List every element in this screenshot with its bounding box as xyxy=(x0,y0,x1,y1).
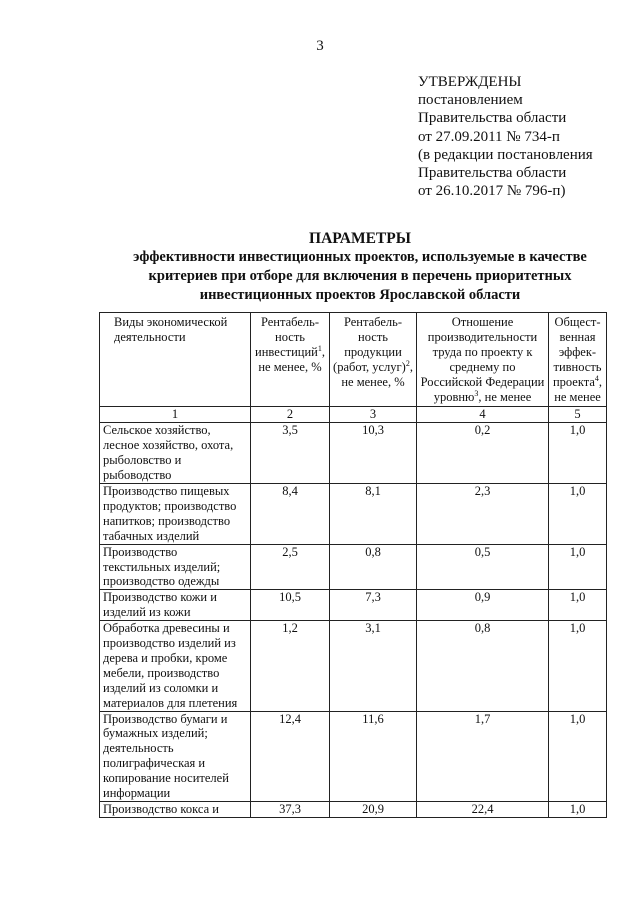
productivity-ratio-cell: 1,7 xyxy=(417,711,549,801)
approval-stamp xyxy=(418,73,593,200)
page-number: 3 xyxy=(316,38,324,54)
table-row xyxy=(100,711,607,801)
approval-line: Правительства области xyxy=(418,165,567,182)
social-efficiency-cell: 1,0 xyxy=(549,483,607,544)
investment-return-cell: 10,5 xyxy=(251,590,330,621)
column-number: 1 xyxy=(100,407,251,423)
table-header-row xyxy=(100,313,607,407)
activity-cell: Обработка древесины и производство изделий из дерева и пробки, кроме мебели, производство изделий из соломки и материалов для плетения xyxy=(100,621,251,711)
investment-return-cell: 8,4 xyxy=(251,483,330,544)
table-row xyxy=(100,621,607,711)
product-return-cell: 3,1 xyxy=(330,621,417,711)
table-row xyxy=(100,590,607,621)
approval-line: (в редакции постановления xyxy=(418,146,593,163)
title-main: ПАРАМЕТРЫ xyxy=(309,230,411,247)
table-row xyxy=(100,802,607,818)
header-product-return: Рентабель-ность продукции (работ, услуг)$^2$, не менее, % xyxy=(330,313,417,407)
product-return-cell: 20,9 xyxy=(330,802,417,818)
column-number: 5 xyxy=(549,407,607,423)
investment-return-cell: 12,4 xyxy=(251,711,330,801)
title-subtitle-line: эффективности инвестиционных проектов, используемые в качестве xyxy=(133,249,587,265)
social-efficiency-cell: 1,0 xyxy=(549,711,607,801)
table-row xyxy=(100,423,607,484)
table-row xyxy=(100,544,607,590)
social-efficiency-cell: 1,0 xyxy=(549,802,607,818)
activity-cell: Производство текстильных изделий; производство одежды xyxy=(100,544,251,590)
product-return-cell: 10,3 xyxy=(330,423,417,484)
productivity-ratio-cell: 0,5 xyxy=(417,544,549,590)
social-efficiency-cell: 1,0 xyxy=(549,590,607,621)
column-number-row xyxy=(100,407,607,423)
investment-return-cell: 3,5 xyxy=(251,423,330,484)
product-return-cell: 11,6 xyxy=(330,711,417,801)
investment-return-cell: 1,2 xyxy=(251,621,330,711)
productivity-ratio-cell: 0,8 xyxy=(417,621,549,711)
productivity-ratio-cell: 22,4 xyxy=(417,802,549,818)
activity-cell: Производство кокса и xyxy=(100,802,251,818)
approval-line: Правительства области xyxy=(418,110,567,127)
column-number: 4 xyxy=(417,407,549,423)
approval-line: от 27.09.2011 № 734-п xyxy=(418,128,560,145)
column-number: 2 xyxy=(251,407,330,423)
product-return-cell: 0,8 xyxy=(330,544,417,590)
title-subtitle-line: критериев при отборе для включения в перечень приоритетных xyxy=(148,268,572,284)
column-number: 3 xyxy=(330,407,417,423)
activity-cell: Производство пищевых продуктов; производство напитков; производство табачных изделий xyxy=(100,483,251,544)
activity-cell: Сельское хозяйство, лесное хозяйство, охота, рыболовство и рыбоводство xyxy=(100,423,251,484)
productivity-ratio-cell: 0,9 xyxy=(417,590,549,621)
social-efficiency-cell: 1,0 xyxy=(549,544,607,590)
approval-line: УТВЕРЖДЕНЫ xyxy=(418,74,522,90)
header-social-efficiency: Общест-венная эффек-тивность проекта$^4$, не менее xyxy=(549,313,607,407)
header-investment-return: Рентабель-ность инвестиций$^1$, не менее, % xyxy=(251,313,330,407)
header-activity: Виды экономической деятельности xyxy=(100,313,251,407)
social-efficiency-cell: 1,0 xyxy=(549,423,607,484)
investment-return-cell: 2,5 xyxy=(251,544,330,590)
title-subtitle-line: инвестиционных проектов Ярославской области xyxy=(199,287,521,303)
investment-return-cell: 37,3 xyxy=(251,802,330,818)
product-return-cell: 8,1 xyxy=(330,483,417,544)
productivity-ratio-cell: 2,3 xyxy=(417,483,549,544)
table-row xyxy=(100,483,607,544)
product-return-cell: 7,3 xyxy=(330,590,417,621)
approval-line: постановлением xyxy=(418,92,523,109)
header-productivity-ratio: Отношение производительности труда по проекту к среднему по Российской Федерации уровню$^3$, не менее xyxy=(417,313,549,407)
document-title xyxy=(80,229,640,305)
parameters-table xyxy=(99,312,607,818)
activity-cell: Производство бумаги и бумажных изделий; деятельность полиграфическая и копирование носителей информации xyxy=(100,711,251,801)
approval-line: от 26.10.2017 № 796-п) xyxy=(418,183,566,200)
activity-cell: Производство кожи и изделий из кожи xyxy=(100,590,251,621)
productivity-ratio-cell: 0,2 xyxy=(417,423,549,484)
social-efficiency-cell: 1,0 xyxy=(549,621,607,711)
